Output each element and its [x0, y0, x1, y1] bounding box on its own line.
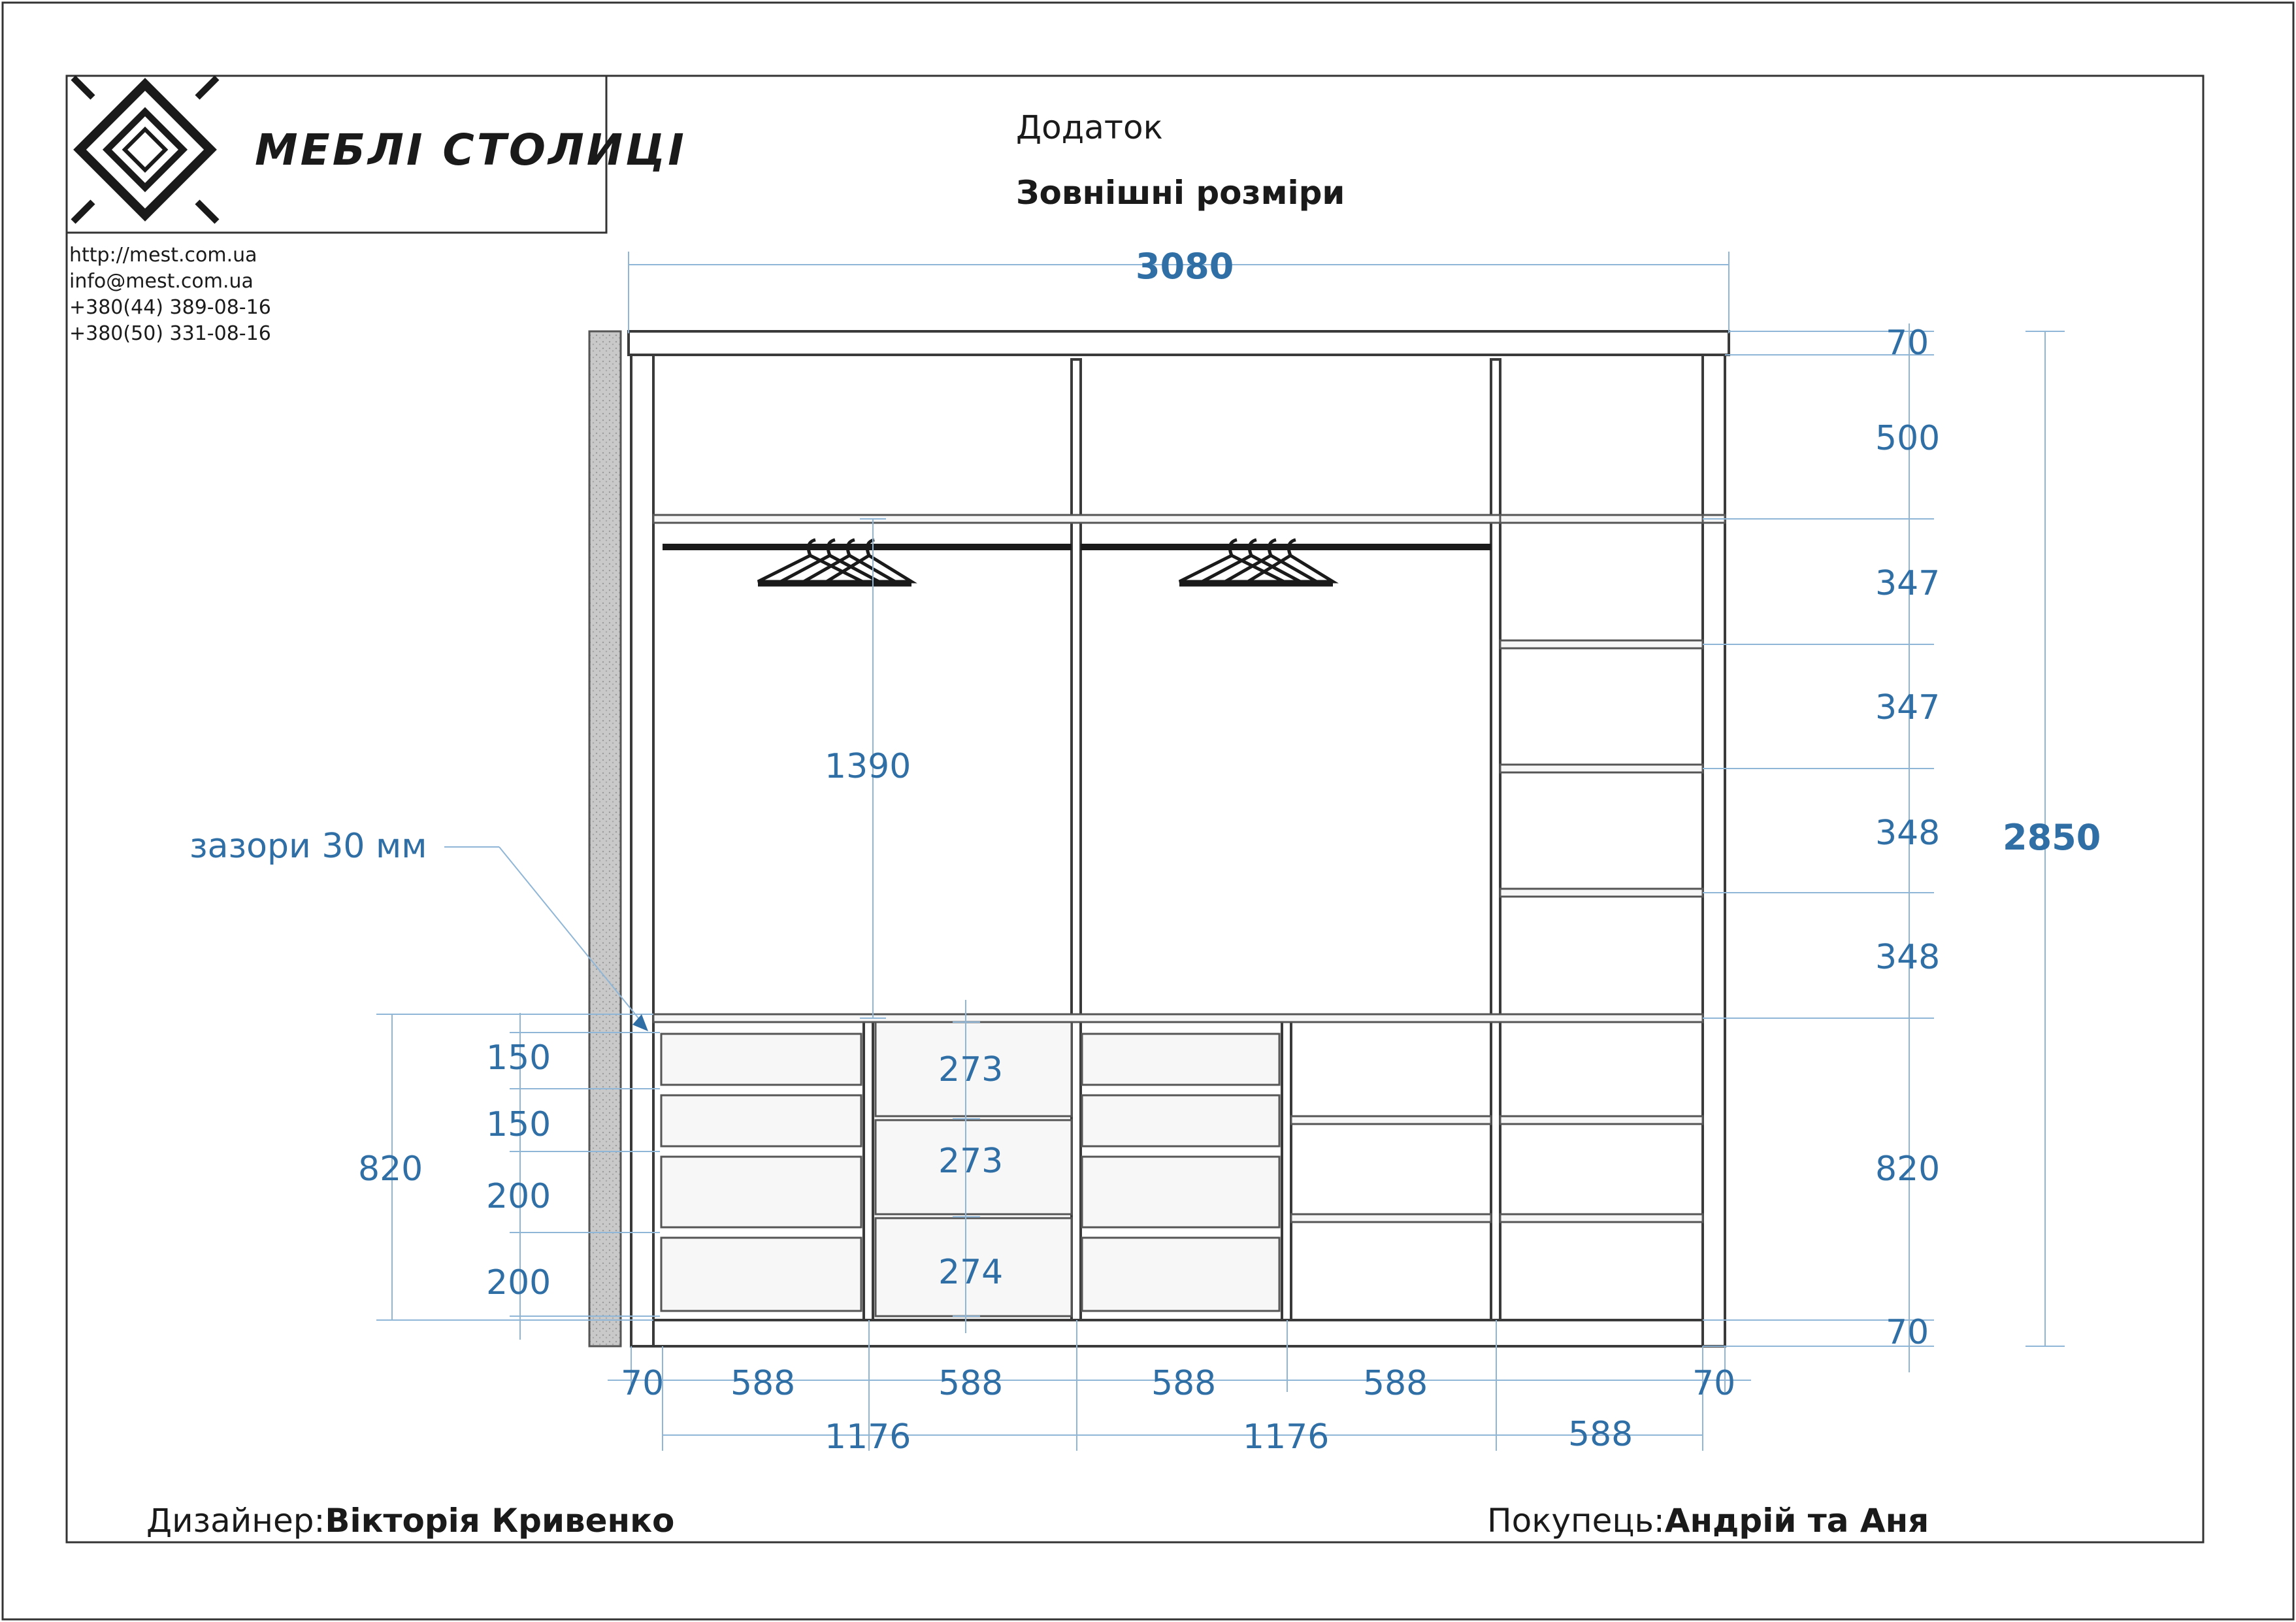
contact-website: http://mest.com.ua: [69, 244, 257, 267]
shelf-right-4: [1500, 889, 1703, 897]
dim-drawer-150b: 150: [486, 1105, 551, 1144]
shelf-sec5-1: [1500, 1116, 1703, 1124]
dim-mid-273b: 273: [938, 1142, 1004, 1181]
dim-drawer-150a: 150: [486, 1038, 551, 1078]
shelf-sec4-2: [1291, 1214, 1491, 1222]
designer-label: Дизайнер:: [146, 1502, 325, 1540]
customer-info: [1487, 1502, 1929, 1540]
dim-right-820: 820: [1875, 1150, 1941, 1189]
shelf-lower-divider: [653, 1014, 1703, 1022]
drawer-left-2: [661, 1095, 861, 1146]
dim-bottom-588b: 588: [938, 1364, 1004, 1403]
dim-section-1176a: 1176: [825, 1417, 911, 1457]
drawer-center-4: [1082, 1238, 1279, 1311]
logo-icon: [73, 78, 217, 222]
dim-bottom-70-left: 70: [621, 1364, 664, 1403]
drawer-left-3: [661, 1157, 861, 1227]
dim-total-height: 2850: [2003, 817, 2101, 858]
dim-hanging-1390: 1390: [825, 747, 911, 786]
logo-text: МЕБЛІ СТОЛИЦІ: [255, 125, 687, 175]
dim-right-347b: 347: [1875, 688, 1941, 727]
dim-bottom-588d: 588: [1363, 1364, 1428, 1403]
wall-strip: [589, 331, 621, 1346]
dim-right-348b: 348: [1875, 938, 1941, 977]
gaps-annotation: зазори 30 мм: [189, 827, 427, 866]
dim-bottom-588c: 588: [1151, 1364, 1217, 1403]
dim-right-347a: 347: [1875, 564, 1941, 603]
hanging-rod-right: [1081, 544, 1491, 550]
page-title: Додаток: [1016, 108, 1163, 146]
partition-2: [1491, 359, 1500, 1320]
drawer-left-1: [661, 1034, 861, 1085]
drawer-center-1: [1082, 1034, 1279, 1085]
dim-right-top-70: 70: [1886, 323, 1929, 363]
customer-name: Андрій та Аня: [1664, 1502, 1929, 1540]
customer-label: Покупець:: [1487, 1502, 1665, 1540]
designer-name: Вікторія Кривенко: [325, 1502, 675, 1540]
contact-phone-2: +380(50) 331-08-16: [69, 322, 271, 345]
dim-left-820: 820: [358, 1150, 423, 1189]
dim-right-500: 500: [1875, 419, 1941, 458]
hat-shelf-right: [1500, 515, 1703, 523]
dim-section-1176b: 1176: [1243, 1417, 1330, 1457]
left-side-panel: [631, 355, 653, 1346]
dim-right-348a: 348: [1875, 814, 1941, 853]
top-panel: [629, 331, 1729, 355]
dim-mid-274: 274: [938, 1253, 1004, 1292]
right-side-panel: [1703, 355, 1725, 1346]
dim-section-588: 588: [1568, 1415, 1633, 1454]
partition-drawers-right: [1282, 1019, 1291, 1320]
bottom-panel: [653, 1320, 1703, 1346]
drawer-left-4: [661, 1238, 861, 1311]
contact-email: info@mest.com.ua: [69, 270, 254, 293]
designer-info: [146, 1502, 674, 1540]
dim-right-bottom-70: 70: [1886, 1313, 1929, 1352]
drawer-center-3: [1082, 1157, 1279, 1227]
shelf-sec4-1: [1291, 1116, 1491, 1124]
contact-phone-1: +380(44) 389-08-16: [69, 296, 271, 319]
partition-drawers-left: [864, 1019, 873, 1320]
dim-bottom-70-right: 70: [1692, 1364, 1736, 1403]
shelf-right-3: [1500, 765, 1703, 772]
page-subtitle: Зовнішні розміри: [1016, 174, 1345, 212]
partition-1: [1072, 359, 1081, 1320]
shelf-right-2: [1500, 640, 1703, 648]
dim-drawer-200a: 200: [486, 1177, 551, 1216]
dim-mid-273a: 273: [938, 1050, 1004, 1089]
drawer-center-2: [1082, 1095, 1279, 1146]
dim-bottom-588a: 588: [730, 1364, 796, 1403]
dim-total-width: 3080: [1136, 246, 1234, 287]
dim-drawer-200b: 200: [486, 1263, 551, 1302]
shelf-sec5-2: [1500, 1214, 1703, 1222]
